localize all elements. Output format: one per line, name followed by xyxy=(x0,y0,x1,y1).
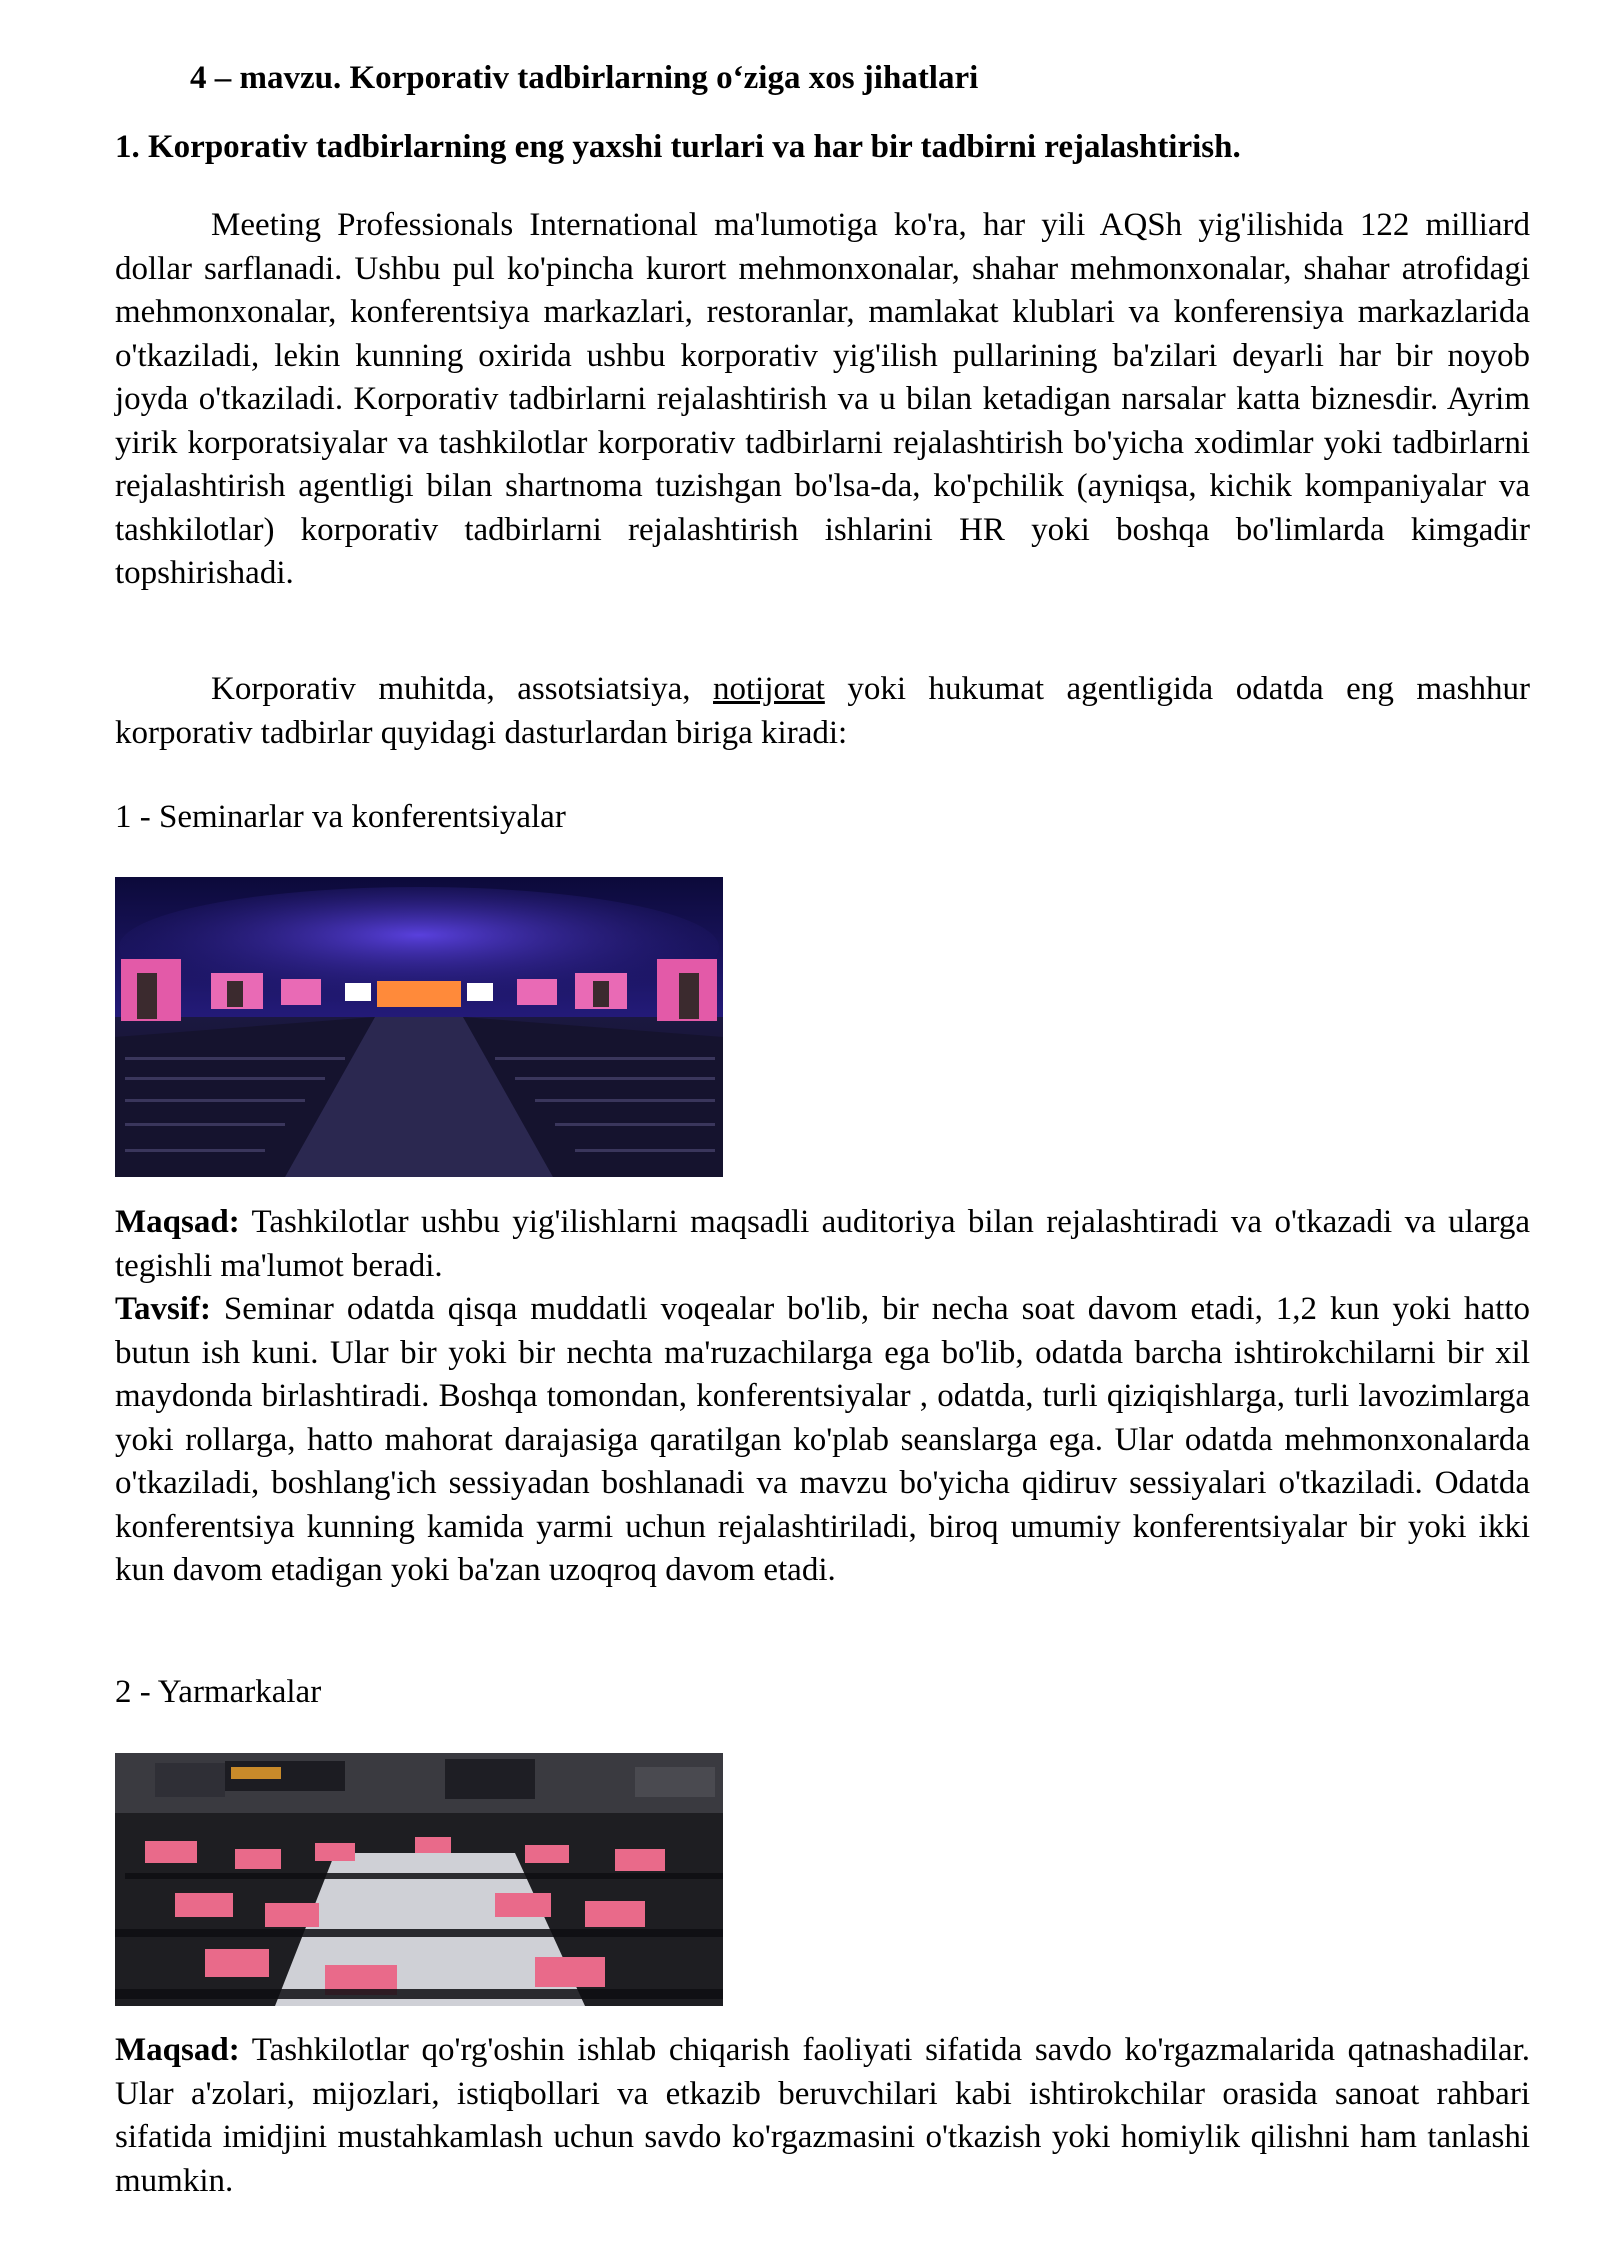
item-heading-fairs: 2 - Yarmarkalar xyxy=(115,1674,322,1710)
purpose-label: Maqsad: xyxy=(115,1204,240,1240)
intro-paragraph: Meeting Professionals International ma'lumotiga ko'ra, har yili AQSh yig'ilishida 122 milliard dollar sarflanadi. Ushbu pul ko'pincha kurort mehmonxonalar, shahar mehmonxonalar, shahar atrofidagi mehmonxonalar, konferentsiya markazlari, restoranlar, mamlakat klublari va konferensiya markazlarida o'tkaziladi, lekin kunning oxirida ushbu korporativ yig'ilish pullarining ba'zilari deyarli har bir noyob joyda o'tkaziladi. Korporativ tadbirlarni rejalashtirish va u bilan ketadigan narsalar katta biznesdir. Ayrim yirik korporatsiyalar va tashkilotlar korporativ tadbirlarni rejalashtirish bo'yicha xodimlar yoki tadbirlarni rejalashtirish agentligi bilan shartnoma tuzishgan bo'lsa-da, ko'pchilik (ayniqsa, kichik kompaniyalar va tashkilotlar) korporativ tadbirlarni rejalashtirish ishlarini HR yoki boshqa bo'limlarda kimgadir topshirishadi. xyxy=(115,207,1530,591)
purpose-text: Tashkilotlar ushbu yig'ilishlarni maqsadli auditoriya bilan rejalashtiradi va o'tkazadi va ularga tegishli ma'lumot beradi. xyxy=(115,1204,1530,1284)
conference-photo xyxy=(115,877,723,1177)
paragraph-text: Korporativ muhitda, assotsiatsiya, xyxy=(211,671,714,707)
seminar-purpose xyxy=(115,1201,1530,1593)
intro-paragraph-2 xyxy=(115,668,1530,755)
description-text: Seminar odatda qisqa muddatli voqealar bo'lib, bir necha soat davom etadi, 1,2 kun yoki hatto butun ish kuni. Ular bir yoki bir nechta ma'ruzachilarga ega bo'lib, odatda barcha ishtirokchilarni bir xil maydonda birlashtiradi. Boshqa tomondan, konferentsiyalar , odatda, turli qiziqishlarga, turli lavozimlarga yoki rollarga, hatto mahorat darajasiga qaratilgan ko'plab seanslarga ega. Ular odatda mehmonxonalarda o'tkaziladi, boshlang'ich sessiyadan boshlanadi va mavzu bo'yicha qidiruv sessiyalari o'tkaziladi. Odatda konferentsiya kunning kamida yarmi uchun rejalashtiriladi, biroq umumiy konferentsiyalar bir yoki ikki kun davom etadigan yoki ba'zan uzoqroq davom etadi. xyxy=(115,1291,1530,1588)
paragraph-text: yoki hukumat agentligida odatda eng mashhur korporativ tadbirlar quyidagi dasturlardan biriga kiradi: xyxy=(115,671,1530,751)
fair-purpose xyxy=(115,2029,1530,2203)
item-heading-seminars: 1 - Seminarlar va konferentsiyalar xyxy=(115,799,566,835)
notijorat-link[interactable]: notijorat xyxy=(713,671,825,707)
description-label: Tavsif: xyxy=(115,1291,211,1327)
conference-hall-image xyxy=(115,877,723,1177)
topic-title: 4 – mavzu. Korporativ tadbirlarning o‘ziga xos jihatlari xyxy=(190,60,979,96)
trade-fair-image xyxy=(115,1753,723,2006)
trade-fair-photo xyxy=(115,1753,723,2006)
purpose-text: Tashkilotlar qo'rg'oshin ishlab chiqarish faoliyati sifatida savdo ko'rgazmalarida qatnashadilar. Ular a'zolari, mijozlari, istiqbollari va etkazib beruvchilari kabi ishtirokchilar orasida sanoat rahbari sifatida imidjini mustahkamlash uchun savdo ko'rgazmasini o'tkazish yoki homiylik qilishni ham tanlashi mumkin. xyxy=(115,2032,1530,2199)
section-heading: 1. Korporativ tadbirlarning eng yaxshi turlari va har bir tadbirni rejalashtirish. xyxy=(115,129,1241,165)
purpose-label: Maqsad: xyxy=(115,2032,240,2068)
